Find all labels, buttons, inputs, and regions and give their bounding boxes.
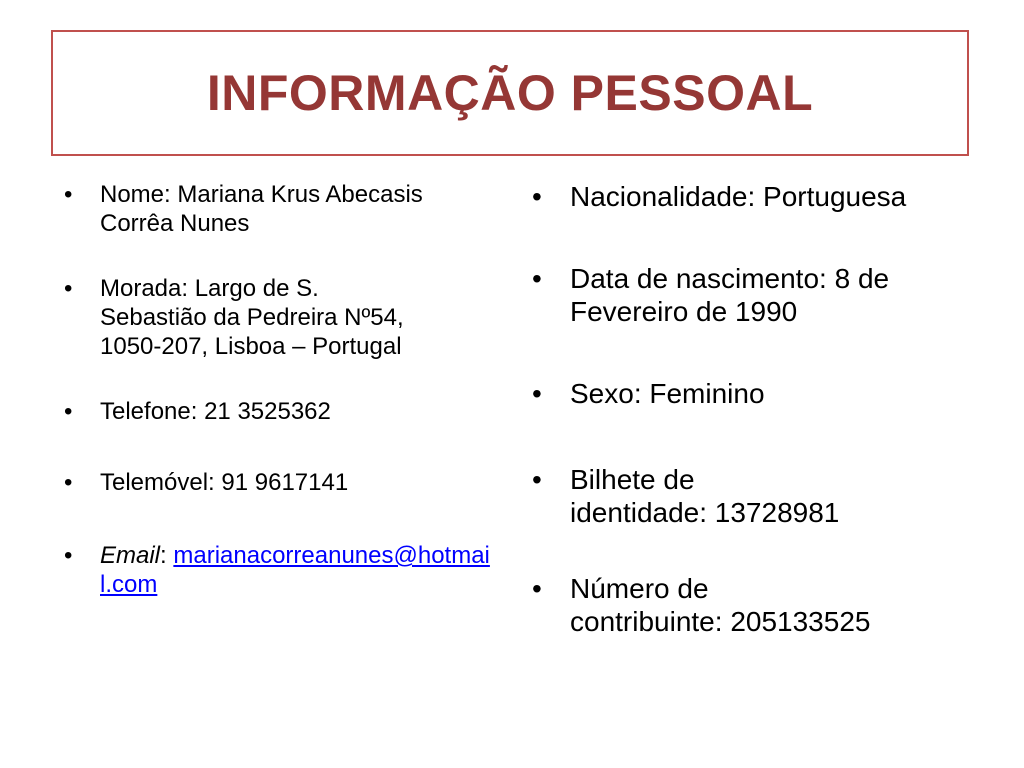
bullet-icon: • — [532, 263, 542, 294]
nacionalidade-text: Nacionalidade: Portuguesa — [570, 181, 907, 212]
personal-info-left-list — [64, 180, 500, 635]
bullet-icon: • — [64, 181, 73, 208]
morada-line-3: 1050-207, Lisboa – Portugal — [100, 333, 402, 360]
email-link[interactable]: marianacorreanunes@hotmail.com — [100, 542, 490, 598]
bilhete-line-1: Bilhete de — [570, 464, 695, 495]
bullet-icon: • — [64, 469, 73, 496]
data-nascimento-text: Data de nascimento: 8 de Fevereiro de 1990 — [570, 263, 890, 327]
bullet-icon: • — [532, 573, 542, 604]
list-item-bilhete-identidade — [532, 463, 972, 529]
bullet-icon: • — [64, 398, 73, 425]
list-item-sexo — [532, 377, 972, 410]
contribuinte-line-1: Número de — [570, 573, 709, 604]
list-item-data-nascimento — [532, 262, 972, 328]
morada-line-1: Morada: Largo de S. — [100, 275, 319, 302]
bullet-icon: • — [64, 275, 73, 302]
bullet-icon: • — [532, 464, 542, 495]
bilhete-line-2: identidade: 13728981 — [570, 497, 840, 528]
list-item-email — [64, 541, 500, 599]
telemovel-text: Telemóvel: 91 9617141 — [100, 469, 349, 496]
list-item-morada — [64, 274, 500, 361]
sexo-text: Sexo: Feminino — [570, 378, 765, 409]
nome-text: Nome: Mariana Krus Abecasis Corrêa Nunes — [100, 181, 423, 237]
personal-info-right-list — [532, 180, 972, 687]
telefone-text: Telefone: 21 3525362 — [100, 398, 331, 425]
bullet-icon: • — [532, 378, 542, 409]
list-item-telefone — [64, 397, 500, 426]
contribuinte-line-2: contribuinte: 205133525 — [570, 606, 871, 637]
list-item-nome — [64, 180, 500, 238]
title-frame — [51, 30, 969, 156]
morada-line-2: Sebastião da Pedreira Nº54, — [100, 304, 404, 331]
list-item-contribuinte — [532, 572, 972, 638]
list-item-nacionalidade — [532, 180, 972, 213]
email-separator: : — [160, 542, 174, 569]
slide-title: INFORMAÇÃO PESSOAL — [206, 65, 814, 121]
bullet-icon: • — [532, 181, 542, 212]
list-item-telemovel — [64, 468, 500, 497]
bullet-icon: • — [64, 542, 73, 569]
email-label: Email — [100, 542, 161, 569]
